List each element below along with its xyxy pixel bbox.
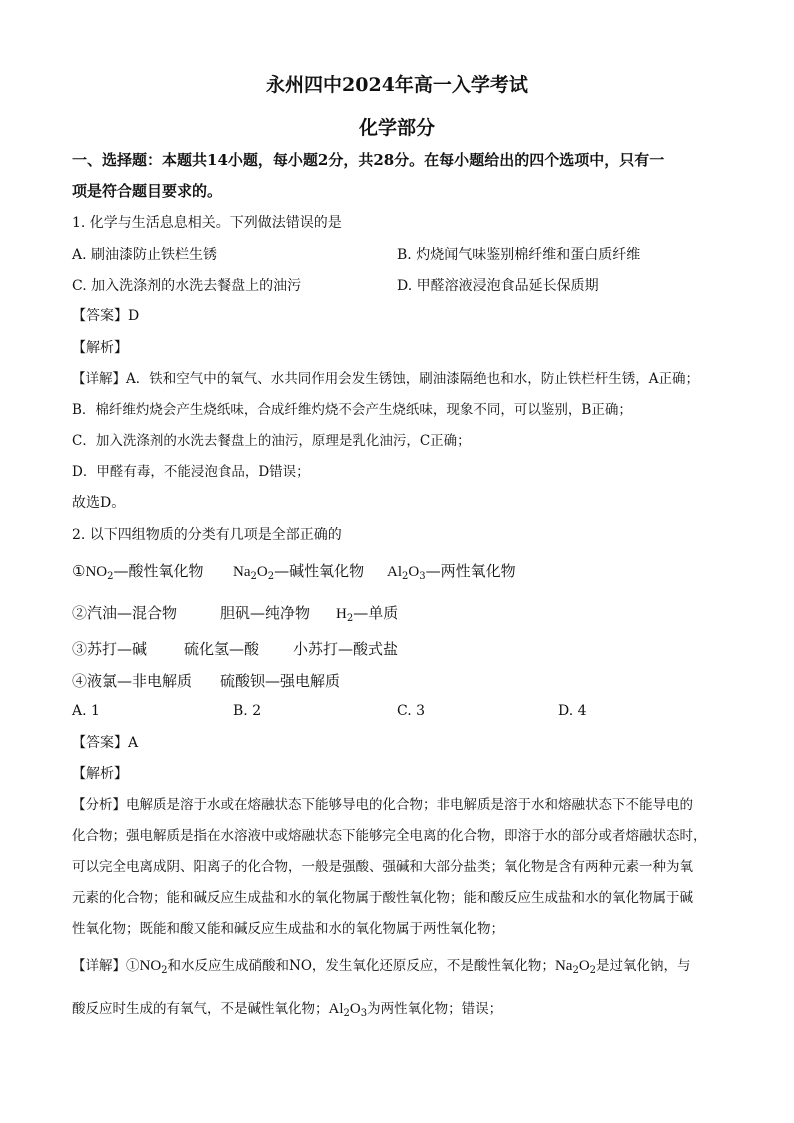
subscript: 3	[419, 571, 426, 582]
q2-answer: 【答案】A	[72, 735, 139, 751]
q2-row-1b	[233, 561, 364, 582]
q1-detail-line: 【详解】A．铁和空气中的氧气、水共同作用会发生锈蚀，刷油漆隔绝也和水，防止铁栏杆生锈，A正确；	[72, 371, 699, 387]
q2-fenxi-line: 【分析】电解质是溶于水或在熔融状态下能够导电的化合物；非电解质是溶于水和熔融状态下不能导电的	[72, 797, 693, 813]
subscript: 2	[589, 965, 597, 976]
subscript: 2	[161, 965, 168, 976]
formula: O	[578, 958, 590, 974]
formula: O	[256, 564, 268, 580]
detail-text: 是过氧化钠，与	[596, 958, 691, 974]
q2-row-3b: 硫化氢—酸	[184, 640, 260, 658]
q2-row-2c	[336, 603, 398, 624]
row-mark: ①	[72, 562, 86, 580]
q2-stem: 2. 以下四组物质的分类有几项是全部正确的	[72, 527, 342, 543]
q2-row-2a: ②汽油—混合物	[72, 604, 178, 622]
q2-row-3a: ③苏打—碱	[72, 640, 148, 658]
subscript: 2	[107, 571, 114, 582]
formula: Al	[387, 564, 402, 580]
subscript: 2	[267, 571, 275, 582]
detail-prefix: 【详解】①	[72, 958, 140, 974]
q2-option-a: A. 1	[72, 703, 100, 719]
formula: Na	[233, 564, 251, 580]
q2-fenxi-line: 性氧化物；既能和酸又能和碱反应生成盐和水的氧化物属于两性氧化物；	[72, 921, 504, 937]
formula: H	[336, 606, 347, 622]
page-subtitle: 化学部分	[358, 117, 435, 139]
q2-option-b: B. 2	[233, 703, 262, 719]
q2-row-1c	[387, 561, 516, 582]
subscript: 2	[402, 571, 409, 582]
q1-stem: 1. 化学与生活息息相关。下列做法错误的是	[72, 215, 342, 231]
formula: Na	[554, 958, 573, 974]
section-heading: 一、选择题：本题共14小题，每小题2分，共28分。在每小题给出的四个选项中，只有一	[72, 151, 665, 169]
formula: O	[349, 1001, 361, 1017]
q2-detail-line-2	[72, 999, 502, 1019]
q2-row-3c: 小苏打—酸式盐	[293, 640, 399, 658]
q2-fenxi-line: 可以完全电离成阴、阳离子的化合物，一般是强酸、强碱和大部分盐类；氧化物是含有两种元素一种为氧	[72, 859, 693, 875]
q1-answer: 【答案】D	[72, 308, 140, 324]
subscript: 2	[572, 965, 579, 976]
subscript: 2	[346, 613, 354, 624]
q2-detail-line	[72, 956, 691, 976]
q2-option-d: D. 4	[558, 703, 587, 719]
q2-row-4a: ④液氯—非电解质	[72, 672, 193, 690]
subscript: 3	[360, 1008, 368, 1019]
subscript: 2	[343, 1008, 350, 1019]
class-label: —单质	[353, 604, 399, 622]
q1-option-b: B. 灼烧闻气味鉴别棉纤维和蛋白质纤维	[397, 247, 641, 263]
q1-detail-line: D．甲醛有毒，不能浸泡食品，D错误；	[72, 464, 310, 480]
q2-fenxi-line: 化合物；强电解质是指在水溶液中或熔融状态下能够完全电离的化合物，即溶于水的部分或者熔融状态时，	[72, 828, 707, 844]
q2-fenxi-line: 元素的化合物；能和碱反应生成盐和水的氧化物属于酸性氧化物；能和酸反应生成盐和水的氧化物属于碱	[72, 890, 693, 906]
class-label: —碱性氧化物	[274, 562, 365, 580]
q2-analysis-label: 【解析】	[72, 766, 128, 782]
q2-option-c: C. 3	[397, 703, 426, 719]
q1-option-a: A. 刷油漆防止铁栏生锈	[72, 247, 218, 263]
q1-analysis-label: 【解析】	[72, 340, 128, 356]
subscript: 2	[250, 571, 257, 582]
formula: NO	[85, 564, 108, 580]
page-title: 永州四中2024年高一入学考试	[266, 74, 528, 96]
class-label: —两性氧化物	[425, 562, 516, 580]
detail-text: 和水反应生成硝酸和NO，发生氧化还原反应，不是酸性氧化物；	[167, 958, 555, 974]
section-heading-cont: 项是符合题目要求的。	[72, 182, 223, 200]
q1-option-c: C. 加入洗涤剂的水洗去餐盘上的油污	[72, 278, 302, 294]
class-label: —酸性氧化物	[113, 562, 204, 580]
q1-conclusion: 故选D。	[72, 495, 126, 511]
detail-text: 酸反应时生成的有氧气，不是碱性氧化物；	[72, 1001, 329, 1017]
q1-detail-line: C．加入洗涤剂的水洗去餐盘上的油污，原理是乳化油污，C正确；	[72, 433, 471, 449]
formula: O	[408, 564, 420, 580]
q1-detail-line: B．棉纤维灼烧会产生烧纸味，合成纤维灼烧不会产生烧纸味，现象不同，可以鉴别，B正确；	[72, 402, 632, 418]
q1-option-d: D. 甲醛溶液浸泡食品延长保质期	[397, 278, 599, 294]
q2-row-4b: 硫酸钡—强电解质	[220, 672, 341, 690]
q2-row-1	[72, 561, 204, 582]
formula: Al	[328, 1001, 344, 1017]
q2-row-2b: 胆矾—纯净物	[220, 604, 311, 622]
formula: NO	[139, 958, 162, 974]
detail-text: 为两性氧化物；错误；	[367, 1001, 503, 1017]
